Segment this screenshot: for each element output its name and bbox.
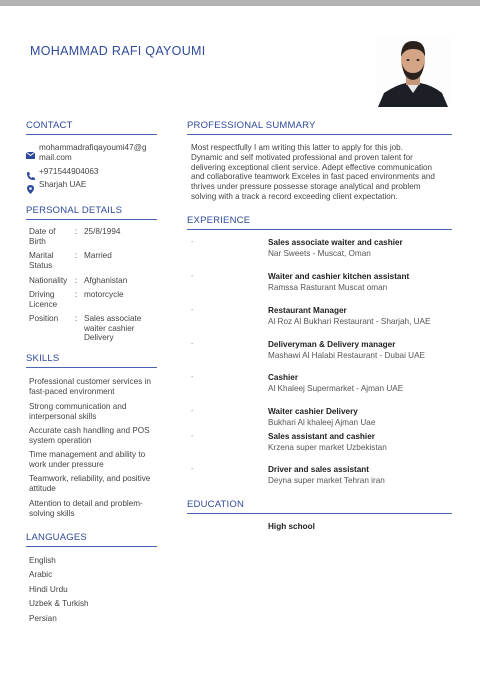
- detail-value: Afghanistan: [84, 276, 128, 285]
- experience-item: Sales assistant and cashier Krzena super market Uzbekistan: [268, 432, 387, 452]
- education-item: High school: [268, 522, 315, 531]
- skills-heading: SKILLS: [26, 353, 60, 364]
- bullet-dash: -: [191, 433, 194, 440]
- bullet-dash: -: [191, 374, 194, 381]
- bullet-dash: -: [191, 408, 194, 415]
- experience-rule: [187, 229, 452, 230]
- language-item: Uzbek & Turkish: [29, 599, 89, 608]
- skills-rule: [26, 367, 157, 368]
- bullet-dash: -: [191, 239, 194, 246]
- phone-number[interactable]: +971544904063: [39, 167, 99, 176]
- languages-rule: [26, 546, 157, 547]
- detail-value: Sales associate waiter cashier Delivery: [84, 314, 142, 343]
- experience-item: Sales associate waiter and cashier Nar Sweets - Muscat, Oman: [268, 238, 403, 258]
- mail-icon: [26, 146, 35, 164]
- detail-colon: :: [75, 290, 78, 299]
- contact-rule: [26, 134, 157, 135]
- education-heading: EDUCATION: [187, 499, 245, 510]
- language-item: English: [29, 556, 56, 565]
- detail-key: Driving Licence: [29, 290, 58, 309]
- detail-colon: :: [75, 227, 78, 236]
- summary-heading: PROFESSIONAL SUMMARY: [187, 120, 316, 131]
- detail-value: Married: [84, 251, 112, 260]
- detail-key: Date of Birth: [29, 227, 56, 246]
- education-rule: [187, 513, 452, 514]
- experience-item: Waiter cashier Delivery Bukhari Al khaleej Ajman Uae: [268, 407, 376, 427]
- bullet-dash: -: [191, 307, 194, 314]
- language-item: Hindi Urdu: [29, 585, 68, 594]
- experience-item: Cashier Al Khaleej Supermarket - Ajman UAE: [268, 373, 404, 393]
- experience-item: Waiter and cashier kitchen assistant Ramssa Rasturant Muscat oman: [268, 272, 410, 292]
- experience-item: Deliveryman & Delivery manager Mashawi Al Halabi Restaurant - Dubai UAE: [268, 340, 425, 360]
- top-bar: [0, 0, 480, 6]
- bullet-dash: -: [191, 466, 194, 473]
- detail-key: Marital Status: [29, 251, 54, 270]
- personal-rule: [26, 219, 157, 220]
- detail-colon: :: [75, 314, 78, 323]
- profile-photo: [376, 35, 450, 107]
- detail-value: 25/8/1994: [84, 227, 121, 236]
- skill-item: Accurate cash handling and POS system operation: [29, 426, 150, 445]
- detail-value: motorcycle: [84, 290, 124, 299]
- bullet-dash: -: [191, 341, 194, 348]
- skill-item: Strong communication and interpersonal skills: [29, 402, 127, 421]
- contact-heading: CONTACT: [26, 120, 73, 131]
- detail-colon: :: [75, 251, 78, 260]
- summary-text: Most respectfully I am writing this latter to apply for this job. Dynamic and self motivated professional and proven talent for delivering exceptional client service. Adept effective communication and collaborative teamwork Exceles in fast paced environments and thrives under pressure possesse storage analytical and problem solving with a track a record exceeding client expectation.: [191, 143, 435, 201]
- personal-heading: PERSONAL DETAILS: [26, 205, 123, 216]
- email-line-1[interactable]: mohammadrafiqayoumi47@g: [39, 143, 147, 152]
- experience-item: Driver and sales assistant Deyna super market Tehran iran: [268, 465, 385, 485]
- experience-item: Restaurant Manager Al Roz Al Bukhari Restaurant - Sharjah, UAE: [268, 306, 431, 326]
- languages-heading: LANGUAGES: [26, 532, 87, 543]
- bullet-dash: -: [191, 273, 194, 280]
- candidate-name: MOHAMMAD RAFI QAYOUMI: [30, 44, 206, 58]
- skill-item: Time management and ability to work under pressure: [29, 450, 146, 469]
- location-pin-icon: [27, 181, 34, 199]
- skill-item: Attention to detail and problem- solving skills: [29, 499, 143, 518]
- language-item: Arabic: [29, 570, 53, 579]
- experience-heading: EXPERIENCE: [187, 215, 251, 226]
- skill-item: Professional customer services in fast-paced environment: [29, 377, 151, 396]
- location: Sharjah UAE: [39, 180, 87, 189]
- skill-item: Teamwork, reliability, and positive attitude: [29, 474, 151, 493]
- detail-colon: :: [75, 276, 78, 285]
- detail-key: Nationality: [29, 276, 68, 285]
- detail-key: Position: [29, 314, 59, 323]
- language-item: Persian: [29, 614, 57, 623]
- email-line-2[interactable]: mail.com: [39, 153, 72, 162]
- summary-rule: [187, 134, 452, 135]
